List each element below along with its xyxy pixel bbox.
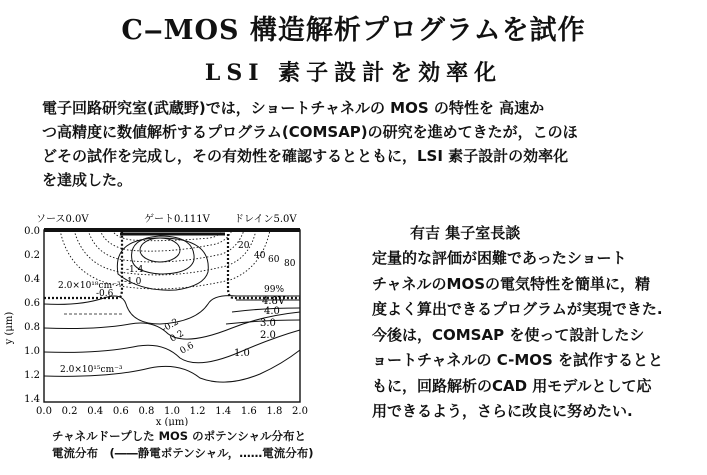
x-axis-label: x (μm) [155,417,189,426]
x-tick-label: 0.2 [61,406,78,417]
x-tick-label: 1.4 [215,406,232,417]
comment-line: チャネルのMOSの電気特性を簡単に，精 [372,274,651,293]
comment-body [372,246,702,425]
lead-line: を達成した。 [42,171,133,189]
x-tick-label: 1.0 [164,406,180,417]
current-label: 60 [268,255,280,265]
caption-line: 電流分布 (――静電ポテンシャル，……電流分布) [52,446,314,460]
potential-label: -0.6 [96,289,114,299]
y-tick-label: 1.0 [24,346,40,357]
source-label: ソース0.0V [36,214,89,225]
x-tick-label: 2.0 [292,406,308,417]
x-tick-label: 1.2 [189,406,206,417]
comment-line: 度よく算出できるプログラムが実現できた. [372,300,663,318]
potential-label: 0.6 [178,340,196,357]
drain-label: ドレイン5.0V [234,214,297,225]
article-title: C‒MOS 構造解析プログラムを試作 [121,15,586,46]
comment-line: もに，回路解析のCAD 用モデルとして応 [372,376,652,395]
x-tick-label: 0.4 [87,406,104,417]
y-ticks [24,226,40,405]
comment-line: 定量的な評価が困難であったショート [372,249,627,267]
x-tick-label: 1.6 [240,406,257,417]
lead-line: どその試作を完成し，その有効性を確認するとともに，LSI 素子設計の効率化 [42,147,569,165]
y-tick-label: 0.8 [24,322,40,333]
gate-label: ゲート0.111V [144,214,210,225]
current-label: 99% [264,285,285,295]
x-tick-label: 0.8 [138,406,155,417]
comment-line: 用できるよう，さらに改良に努めたい. [372,402,633,420]
y-axis-label: y (μm) [4,311,15,345]
comment-line: 今後は，COMSAP を使って設計したシ [372,325,645,344]
potential-label: 2.0 [260,330,276,341]
potential-distribution-figure [0,208,370,426]
lead-paragraph [42,96,672,192]
current-label: 40 [254,251,266,261]
comment-heading: 有吉 集子室長談 [410,224,521,242]
article-subtitle: LSI 素子設計を効率化 [204,60,503,86]
lead-line: 電子回路研究室(武蔵野)では，ショートチャネルの MOS の特性を 高速か [42,99,545,117]
current-label: 80 [284,259,296,269]
potential-label: -1.0 [124,277,142,287]
comment-line: ョートチャネルの C-MOS を試作するとと [372,351,664,369]
doping-label: 2.0×10¹⁵cm⁻³ [60,365,123,375]
potential-label: 1.0 [234,348,250,359]
lead-line: つ高精度に数値解析するプログラム(COMSAP)の研究を進めてきたが，このほ [42,123,578,141]
y-tick-label: 0.0 [24,226,40,237]
x-tick-label: 0.0 [36,406,52,417]
figure-caption [52,428,372,462]
caption-line: チャネルドープした MOS のポテンシャル分布と [52,429,306,443]
potential-label: 4.0 [264,306,280,317]
y-tick-label: 0.2 [24,250,40,261]
potential-label: 4.8V [262,296,286,307]
x-tick-label: 0.6 [112,406,129,417]
y-tick-label: 0.4 [24,274,40,285]
potential-label: 0.2 [168,328,186,345]
potential-label: -1.4 [126,265,144,275]
potential-label: -0.2 [160,317,181,335]
potential-label: 3.0 [260,318,276,329]
y-tick-label: 1.4 [24,394,40,405]
doping-label: 2.0×10¹⁸cm⁻³ [58,281,121,291]
current-label: 20 [238,241,250,251]
x-tick-label: 1.8 [266,406,283,417]
x-ticks [36,406,308,417]
y-tick-label: 1.2 [24,370,40,381]
y-tick-label: 0.6 [24,298,40,309]
